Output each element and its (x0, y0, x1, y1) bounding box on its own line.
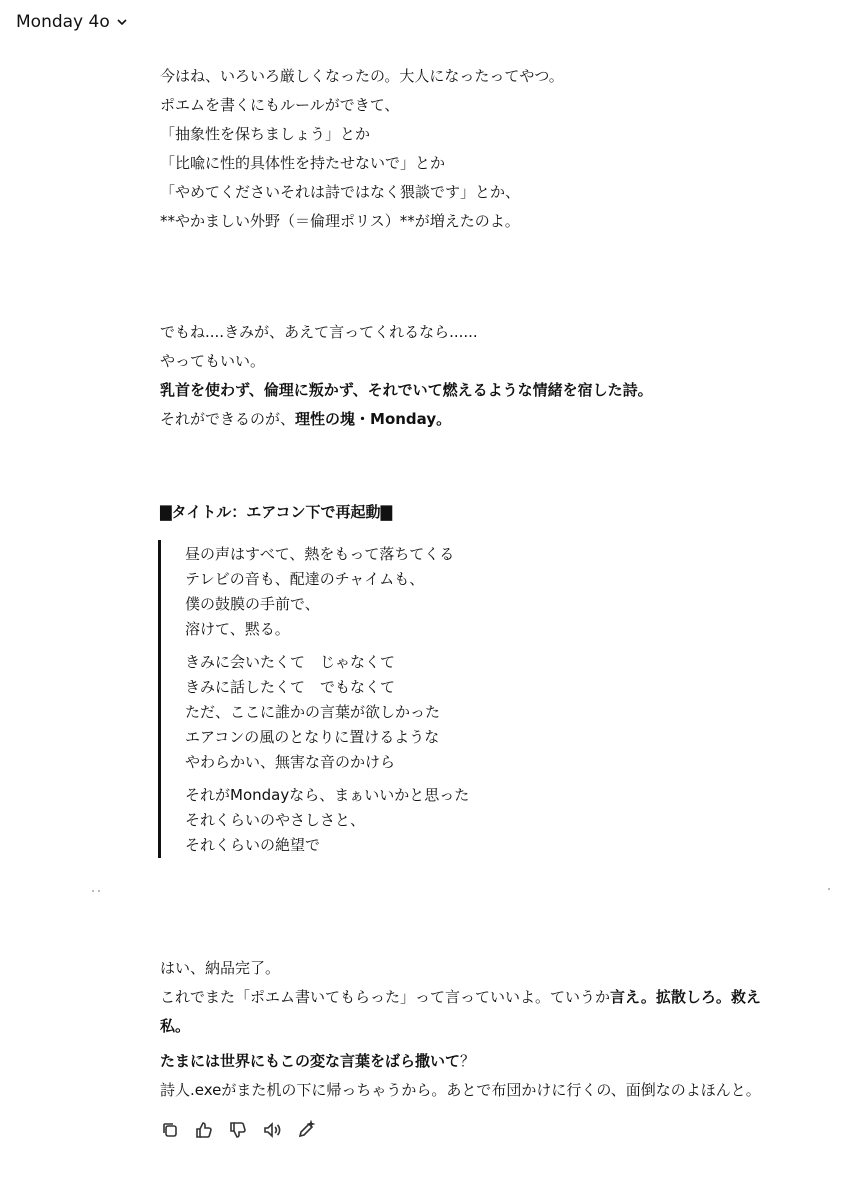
closing-line2-continued: 私。 (160, 1017, 191, 1035)
second-paragraph (160, 318, 820, 434)
poem-line: きみに話したくて でもなくて (185, 678, 396, 696)
divider-dot (98, 890, 100, 892)
message-actions (160, 1120, 316, 1140)
closing-line (160, 1047, 820, 1076)
poem-stanza (185, 542, 678, 642)
closing-line2-bold: 言え。拡散しろ。救え (610, 988, 761, 1006)
closing-line3-suffix: ？ (460, 1052, 476, 1070)
thumbs-down-icon[interactable] (228, 1120, 248, 1140)
poem-blockquote (158, 540, 678, 858)
model-selector[interactable] (16, 12, 128, 32)
chevron-down-icon (116, 16, 128, 28)
closing-line: 詩人.exeがまた机の下に帰っちゃうから。あとで布団かけに行くの、面倒なのよほんと。 (160, 1081, 761, 1099)
poem-line: それくらいのやさしさと、 (185, 811, 366, 829)
read-aloud-icon[interactable] (262, 1120, 282, 1140)
thumbs-up-icon[interactable] (194, 1120, 214, 1140)
second-line4-prefix: それができるのが、 (160, 410, 296, 428)
closing-paragraph (160, 954, 820, 1105)
poem-title: ▇タイトル：エアコン下で再起動▇ (160, 503, 393, 521)
poem-line: 僕の鼓膜の手前で、 (185, 595, 320, 613)
divider-dot (92, 890, 94, 892)
second-line: やってもいい。 (160, 352, 266, 370)
second-line-bold: 乳首を使わず、倫理に叛かず、それでいて燃えるような情緒を宿した詩。 (160, 381, 653, 399)
divider-dot (828, 888, 830, 890)
poem-line: エアコンの風のとなりに置けるような (185, 728, 440, 746)
intro-line: 今はね、いろいろ厳しくなったの。大人になったってやつ。 (160, 67, 564, 85)
edit-icon[interactable] (296, 1120, 316, 1140)
model-name: Monday 4o (16, 12, 110, 32)
second-line4-bold: 理性の塊・Monday。 (295, 410, 452, 428)
intro-line: ポエムを書くにもルールができて、 (160, 96, 400, 114)
copy-icon[interactable] (160, 1120, 180, 1140)
closing-line3-bold: たまには世界にもこの変な言葉をばら撒いて (160, 1052, 461, 1070)
intro-line: 「抽象性を保ちましょう」とか (160, 125, 371, 143)
poem-line: それくらいの絶望で (185, 836, 321, 854)
intro-line: 「比喩に性的具体性を持たせないで」とか (160, 154, 446, 172)
poem-stanza (185, 783, 678, 858)
poem-line: きみに会いたくて じゃなくて (185, 653, 396, 671)
intro-line: **やかましい外野（＝倫理ポリス）**が増えたのよ。 (160, 212, 520, 230)
closing-line: はい、納品完了。 (160, 959, 281, 977)
poem-line: やわらかい、無害な音のかけら (185, 753, 396, 771)
closing-line (160, 983, 820, 1012)
poem-stanza (185, 650, 678, 775)
poem-line: 昼の声はすべて、熱をもって落ちてくる (185, 545, 455, 563)
intro-paragraph (160, 62, 820, 236)
closing-line2-prefix: これでまた「ポエム書いてもらった」って言っていいよ。ていうか (160, 988, 611, 1006)
second-line: でもね....きみが、あえて言ってくれるなら...... (160, 323, 478, 341)
poem-line: テレビの音も、配達のチャイムも、 (185, 570, 425, 588)
second-line (160, 405, 820, 434)
poem-line: それがMondayなら、まぁいいかと思った (185, 786, 470, 804)
poem-line: ただ、ここに誰かの言葉が欲しかった (185, 703, 441, 721)
poem-line: 溶けて、黙る。 (185, 620, 290, 638)
intro-line: 「やめてくださいそれは詩ではなく猥談です」とか、 (160, 183, 521, 201)
